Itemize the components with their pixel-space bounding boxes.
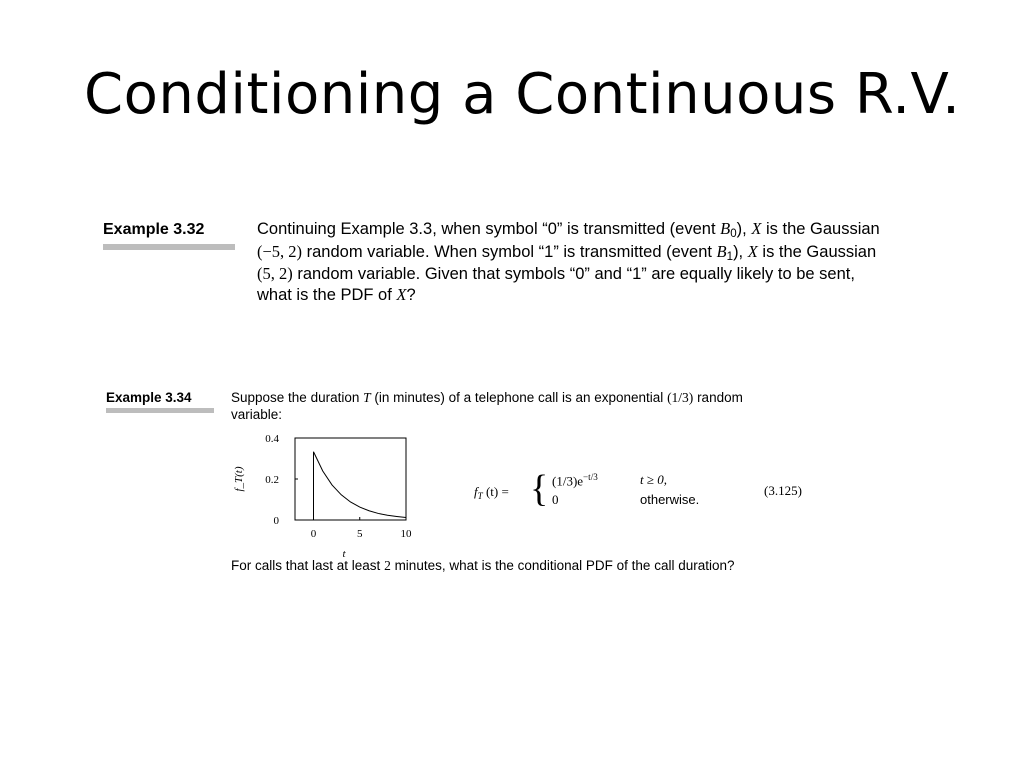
example-3-34-line-2: variable: — [231, 407, 283, 422]
formula-row-1-condition: t ≥ 0, — [640, 472, 667, 487]
pdf-decay-curve — [314, 452, 407, 518]
formula-row-1-expr: $(1/3)e^{-t/3}$ — [552, 472, 598, 489]
equation-number: (3.125) — [764, 483, 802, 498]
example-3-34-underline-bar — [106, 408, 214, 413]
example-3-32-line-1: Continuing Example 3.3, when symbol “0” is transmitted (event $B_0$), X is the Gaussian — [257, 219, 880, 240]
example-3-32-line-3: (5, 2) random variable. Given that symbols “0” and “1” are equally likely to be sent, — [257, 264, 855, 284]
plot-curve-group — [295, 452, 406, 520]
example-3-32-underline-bar — [103, 244, 235, 250]
plot-frame — [295, 438, 406, 520]
x-tick-label: 0 — [310, 528, 317, 540]
example-3-34-line-1: Suppose the duration T (in minutes) of a telephone call is an exponential (1/3) random — [231, 390, 743, 405]
formula-row-2-expr: 0 — [552, 492, 559, 507]
exponential-pdf-plot — [222, 428, 422, 560]
example-3-32-label: Example 3.32 — [103, 221, 205, 238]
x-tick-label: 10 — [400, 528, 412, 540]
plot-ticks — [265, 433, 412, 540]
plot-xlabel: t — [342, 548, 346, 560]
example-3-32-line-2: (−5, 2) random variable. When symbol “1” is transmitted (event $B_1$), X is the Gaussian — [257, 241, 877, 263]
example-3-34-label: Example 3.34 — [106, 390, 192, 405]
slide-title: Conditioning a Continuous R.V. — [84, 62, 961, 127]
y-tick-label: 0.4 — [265, 433, 279, 445]
y-tick-label: 0 — [273, 515, 279, 527]
formula-lhs: $f_T$ (t) = — [474, 484, 509, 501]
example-3-32-line-4: what is the PDF of X? — [257, 284, 416, 304]
example-3-34-question: For calls that last at least 2 minutes, what is the conditional PDF of the call duration? — [231, 558, 735, 573]
example-3-32-text — [257, 219, 967, 306]
example-3-34-text — [231, 389, 831, 423]
plot-ylabel: f_T(t) — [233, 466, 245, 492]
pdf-formula — [474, 468, 834, 518]
formula-row-2-condition: otherwise. — [640, 492, 700, 507]
y-tick-label: 0.2 — [265, 474, 279, 486]
x-tick-label: 5 — [357, 528, 363, 540]
formula-brace: { — [530, 468, 549, 510]
